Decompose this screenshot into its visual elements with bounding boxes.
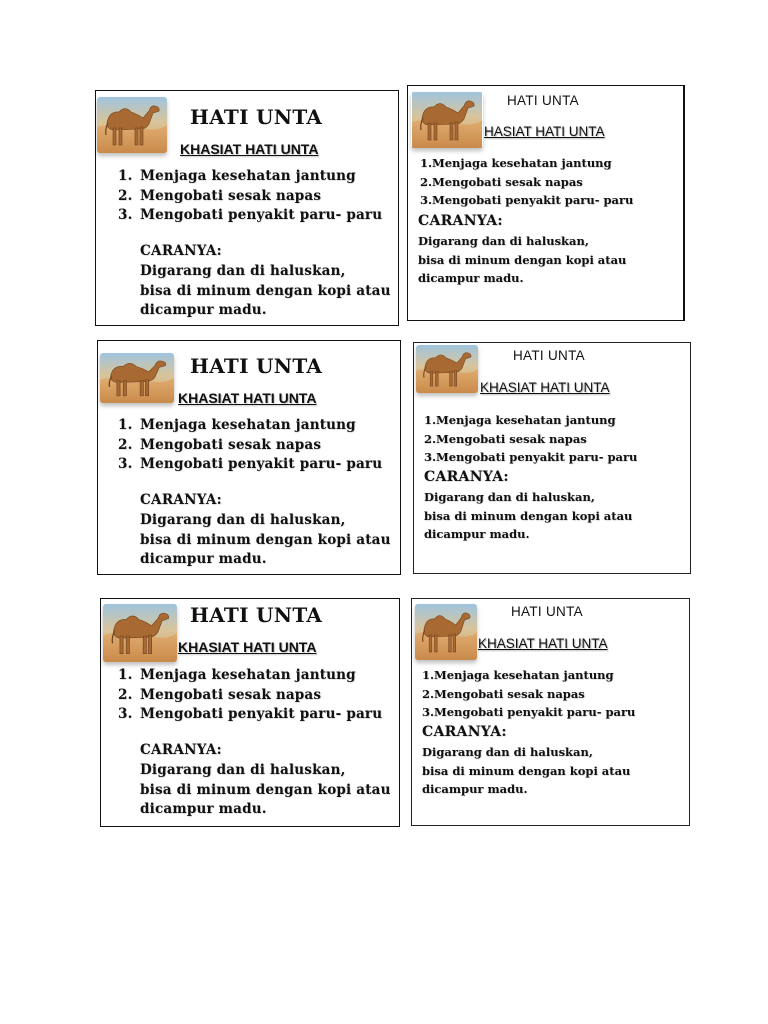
camel-photo [415, 604, 477, 660]
benefit-list [118, 666, 382, 725]
list-item: 1.Menjaga kesehatan jantung [420, 156, 612, 170]
method-text: Digarang dan di haluskan, bisa di minum dengan kopi atau dicampur madu. [418, 234, 627, 285]
list-item: 2.Mengobati sesak napas [424, 431, 587, 446]
list-item: 3.Mengobati penyakit paru- paru [424, 450, 638, 464]
camel-photo [100, 353, 174, 403]
method-heading: CARANYA: [140, 492, 222, 508]
list-item: 1.Menjaga kesehatan jantung [422, 668, 614, 682]
method-heading: CARANYA: [418, 213, 503, 229]
label-card-3 [97, 340, 401, 575]
benefit-list [118, 416, 382, 475]
list-item: 2. Mengobati sesak napas [118, 686, 322, 703]
method-text: Digarang dan di haluskan, bisa di minum dengan kopi atau dicampur madu. [140, 512, 391, 567]
card-subtitle: KHASIAT HATI UNTA [178, 639, 317, 655]
method-heading: CARANYA: [424, 469, 509, 485]
card-subtitle: HASIAT HATI UNTA [484, 124, 605, 139]
card-subtitle: KHASIAT HATI UNTA [180, 141, 319, 157]
method-text: Digarang dan di haluskan, bisa di minum dengan kopi atau dicampur madu. [140, 263, 391, 318]
benefit-list [420, 154, 633, 210]
card-title: HATI UNTA [507, 93, 579, 108]
method-heading: CARANYA: [422, 724, 507, 740]
camel-photo [416, 345, 478, 393]
label-card-5 [100, 598, 400, 827]
list-item: 2.Mengobati sesak napas [420, 174, 583, 189]
card-subtitle: KHASIAT HATI UNTA [478, 636, 608, 651]
list-item: 2. Mengobati sesak napas [118, 436, 322, 453]
benefit-list [422, 666, 635, 722]
list-item: 1. Menjaga kesehatan jantung [118, 417, 356, 433]
list-item: 3.Mengobati penyakit paru- paru [422, 705, 636, 719]
method-text: Digarang dan di haluskan, bisa di minum dengan kopi atau dicampur madu. [140, 762, 391, 817]
list-item: 2.Mengobati sesak napas [422, 686, 585, 701]
label-card-1 [95, 90, 399, 326]
method-text: Digarang dan di haluskan, bisa di minum dengan kopi atau dicampur madu. [424, 490, 633, 541]
camel-photo [97, 97, 167, 153]
list-item: 3. Mengobati penyakit paru- paru [118, 456, 383, 472]
method-heading: CARANYA: [140, 243, 222, 259]
benefit-list [118, 167, 382, 226]
camel-photo [411, 92, 483, 148]
card-title: HATI UNTA [190, 354, 323, 378]
method-heading: CARANYA: [140, 742, 222, 758]
label-card-6 [411, 598, 690, 826]
card-title: HATI UNTA [511, 604, 583, 619]
list-item: 3. Mengobati penyakit paru- paru [118, 706, 383, 722]
list-item: 1.Menjaga kesehatan jantung [424, 413, 616, 427]
card-title: HATI UNTA [190, 603, 323, 627]
list-item: 1. Menjaga kesehatan jantung [118, 667, 356, 683]
benefit-list [424, 411, 637, 467]
method-text: Digarang dan di haluskan, bisa di minum dengan kopi atau dicampur madu. [422, 745, 631, 796]
list-item: 2. Mengobati sesak napas [118, 187, 322, 204]
camel-photo [103, 604, 177, 662]
list-item: 1. Menjaga kesehatan jantung [118, 168, 356, 184]
label-card-4 [413, 342, 691, 574]
label-card-2 [407, 85, 685, 321]
list-item: 3. Mengobati penyakit paru- paru [118, 207, 383, 223]
list-item: 3.Mengobati penyakit paru- paru [420, 193, 634, 207]
card-subtitle: KHASIAT HATI UNTA [178, 390, 317, 406]
card-title: HATI UNTA [513, 348, 585, 363]
card-title: HATI UNTA [190, 105, 323, 129]
card-subtitle: KHASIAT HATI UNTA [480, 380, 610, 395]
